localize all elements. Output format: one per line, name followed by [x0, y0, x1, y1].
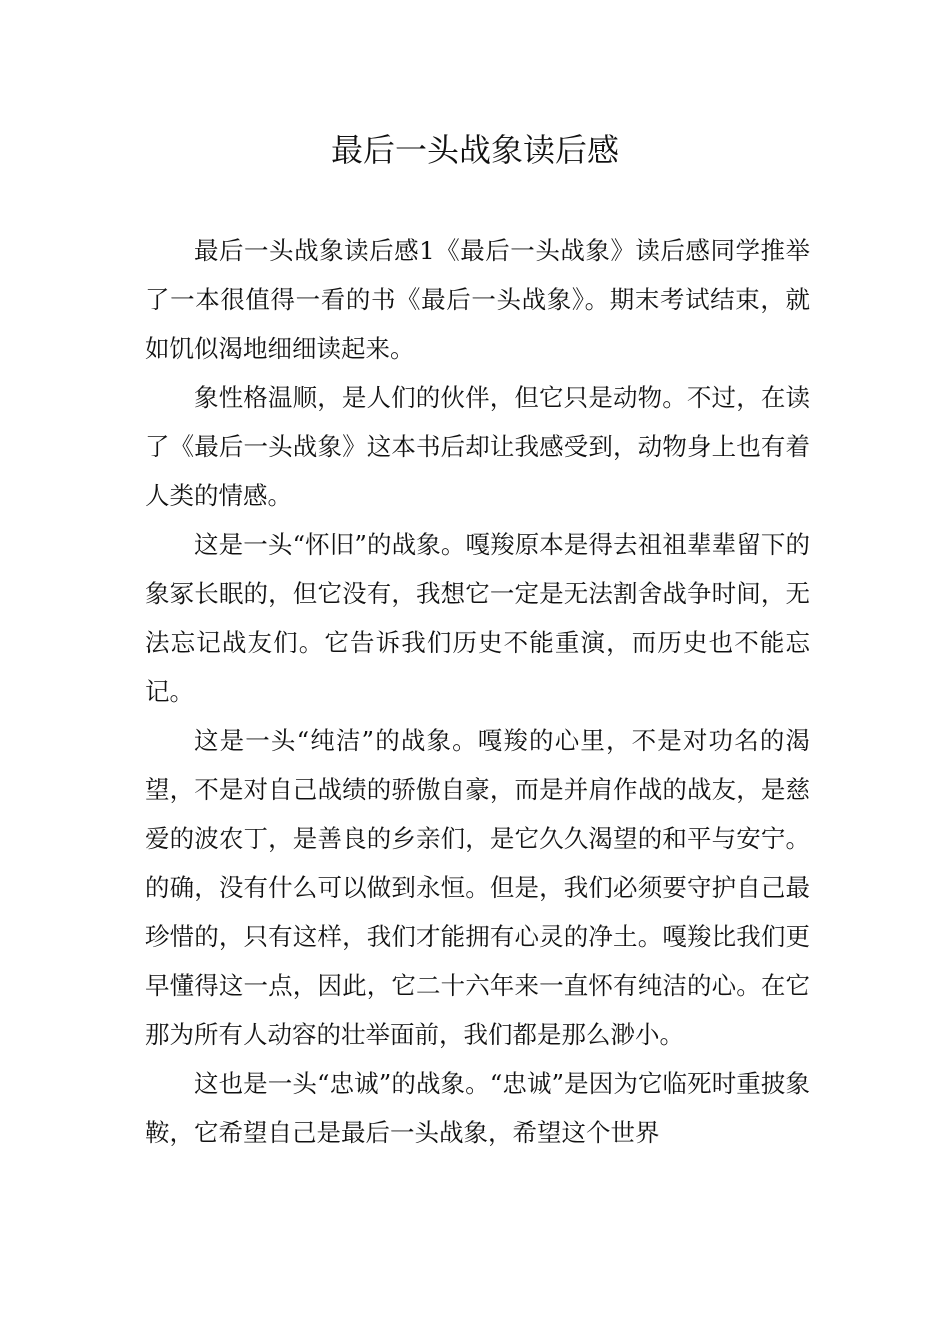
paragraph-1: 最后一头战象读后感1《最后一头战象》读后感同学推举了一本很值得一看的书《最后一头战象》。期末考试结束，就如饥似渴地细细读起来。	[145, 236, 810, 363]
paragraph-4: 这是一头“纯洁”的战象。嘎羧的心里，不是对功名的渴望，不是对自己战绩的骄傲自豪，而是并肩作战的战友，是慈爱的波农丁，是善良的乡亲们，是它久久渴望的和平与安宁。的确，没有什么可以做到永恒。但是，我们必须要守护自己最珍惜的，只有这样，我们才能拥有心灵的净土。嘎羧比我们更早懂得这一点，因此，它二十六年来一直怀有纯洁的心。在它那为所有人动容的壮举面前，我们都是那么渺小。	[145, 726, 810, 1049]
paragraph-3: 这是一头“怀旧”的战象。嘎羧原本是得去祖祖辈辈留下的象冢长眠的，但它没有，我想它一定是无法割舍战争时间，无法忘记战友们。它告诉我们历史不能重演，而历史也不能忘记。	[145, 530, 810, 706]
paragraph-2: 象性格温顺，是人们的伙伴，但它只是动物。不过，在读了《最后一头战象》这本书后却让我感受到，动物身上也有着人类的情感。	[145, 383, 810, 510]
paragraph-5: 这也是一头“忠诚”的战象。“忠诚”是因为它临死时重披象鞍，它希望自己是最后一头战象，希望这个世界	[145, 1069, 810, 1147]
document-body	[145, 226, 810, 1157]
document-title: 最后一头战象读后感	[330, 131, 619, 169]
